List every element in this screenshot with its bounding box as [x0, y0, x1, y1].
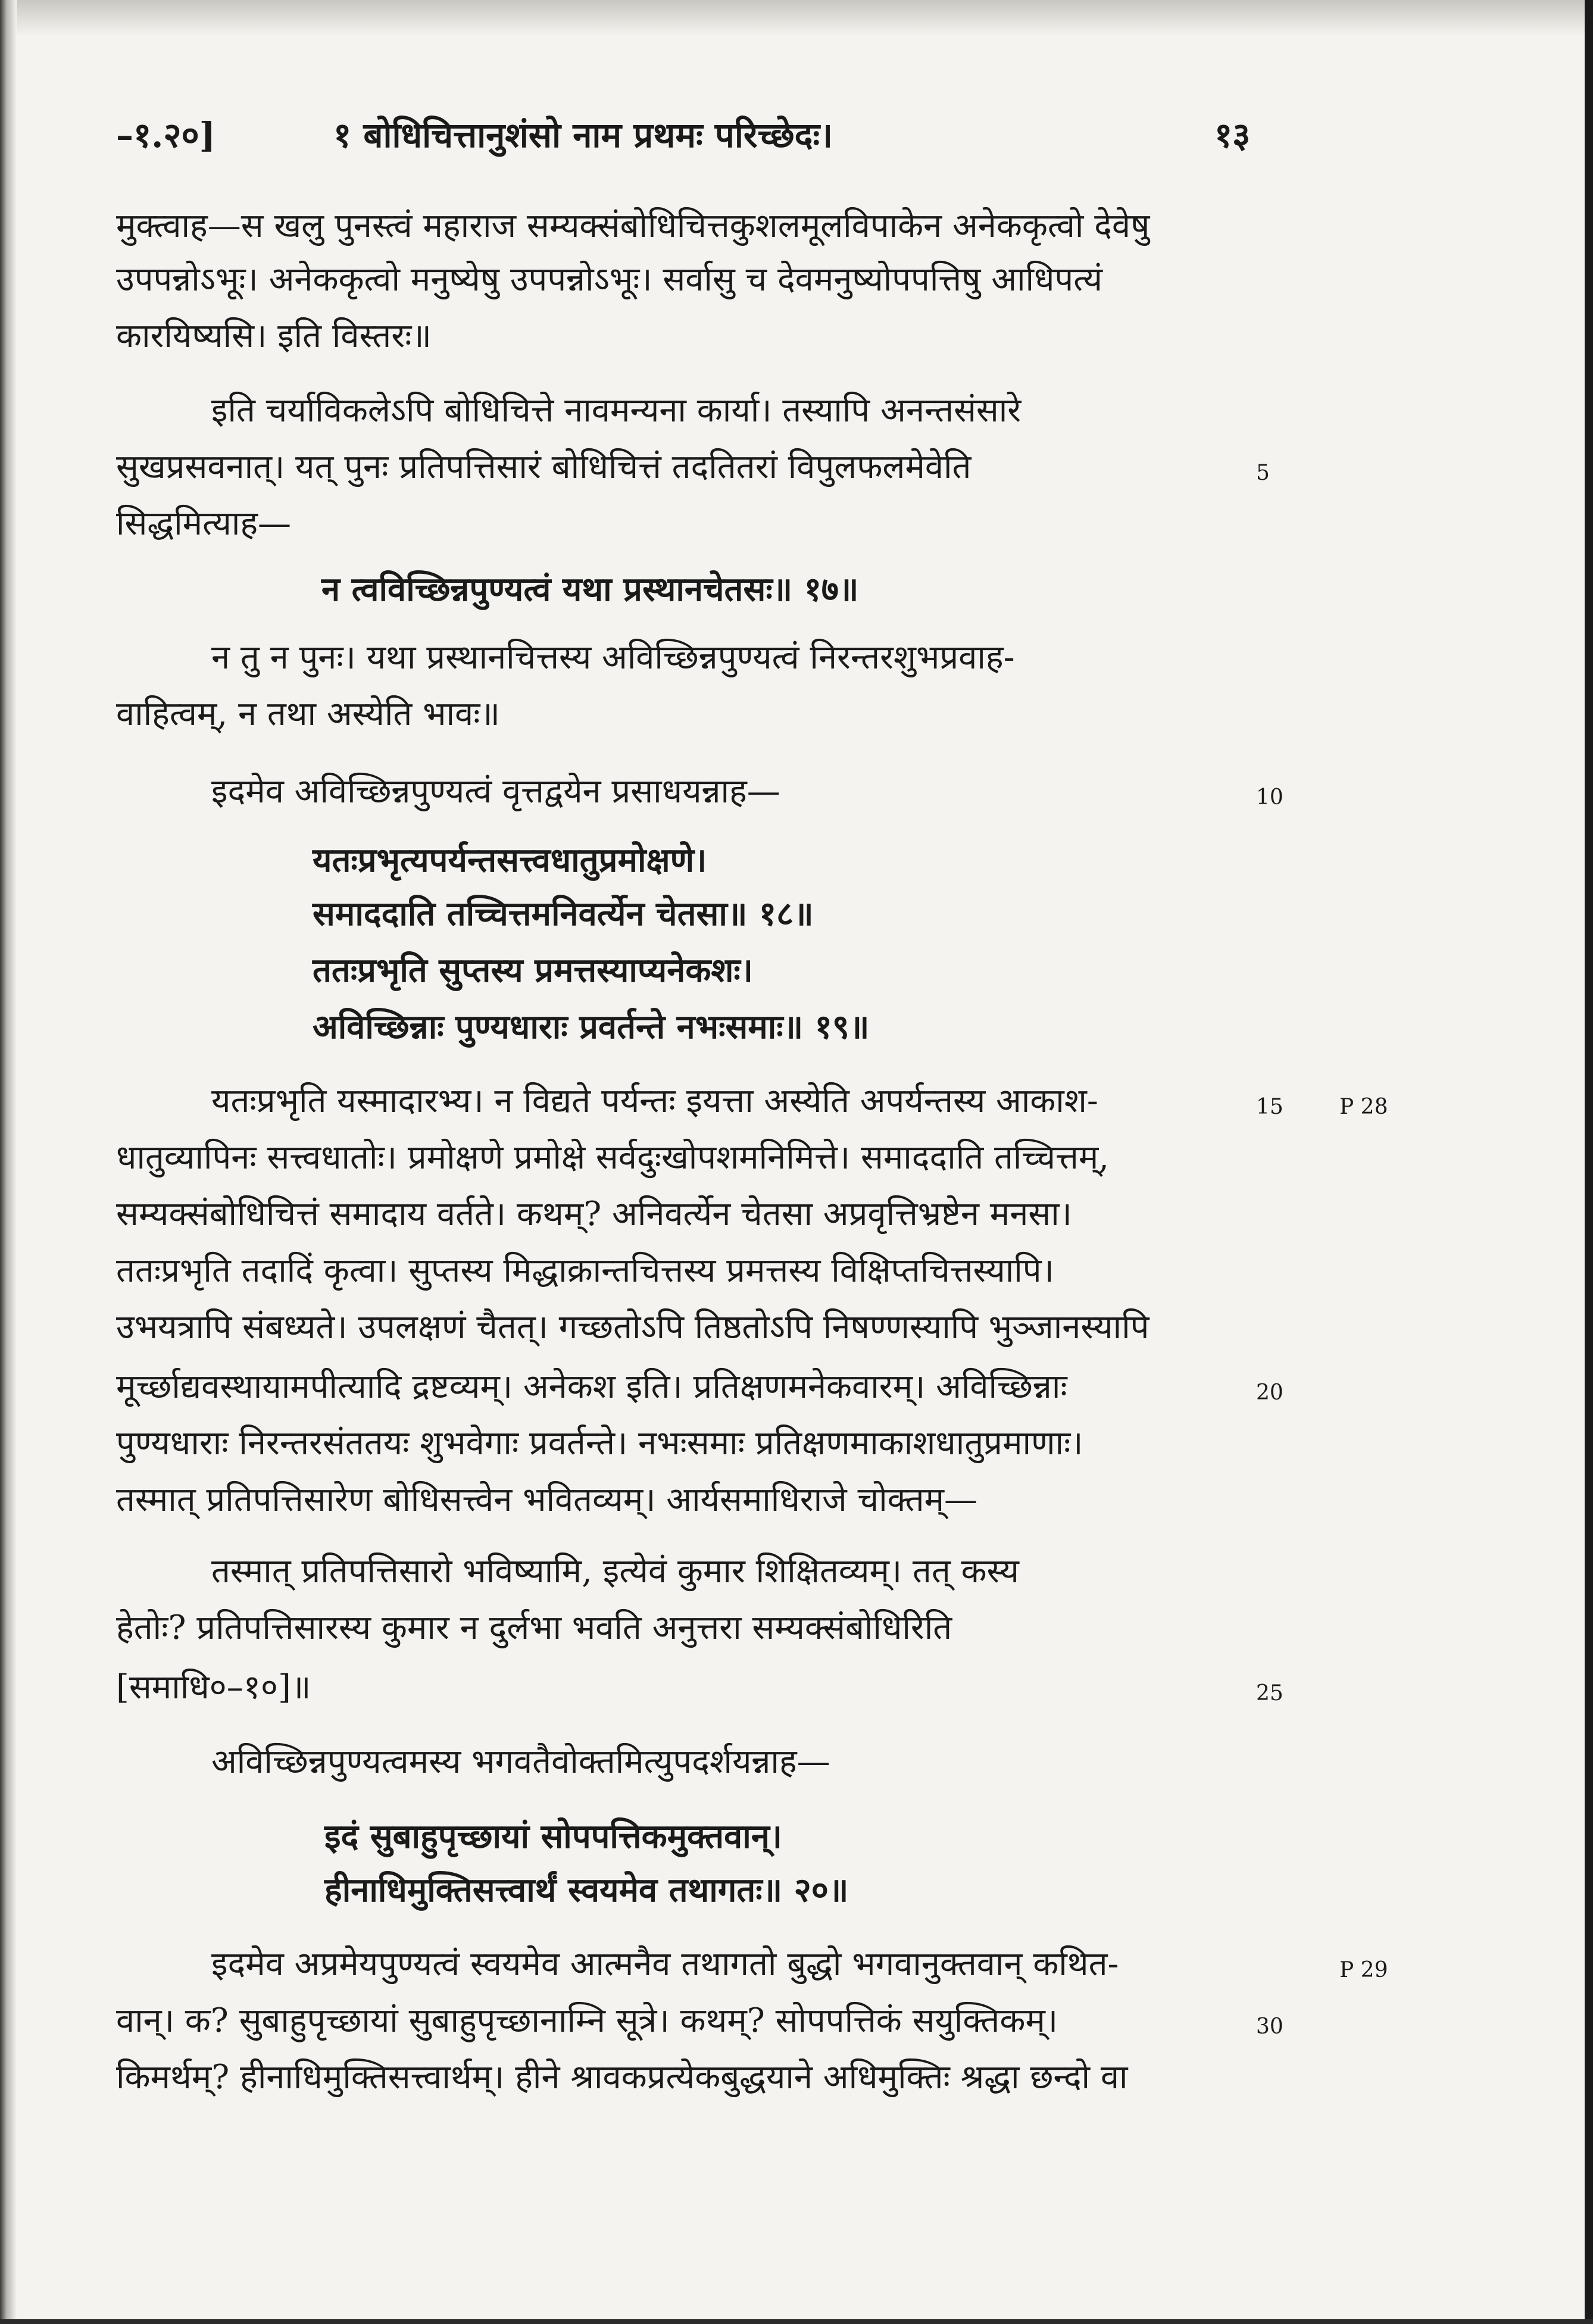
text-line [0, 1247, 1593, 1304]
line-text: उपपन्नोऽभूः। अनेककृत्वो मनुष्येषु उपपन्नोऽभूः। सर्वासु च देवमनुष्योपपत्तिषु आधिपत्यं [116, 260, 1102, 299]
line-text: हेतोः? प्रतिपत्तिसारस्य कुमार न दुर्लभा भवति अनुत्तरा सम्यक्संबोधिरिति [116, 1608, 952, 1647]
text-line [0, 634, 1593, 691]
line-text: न तु न पुनः। यथा प्रस्थानचित्तस्य अविच्छिन्नपुण्यत्वं निरन्तरशुभप्रवाह- [211, 638, 1015, 677]
line-text: मूर्च्छाद्यवस्थायामपीत्यादि द्रष्टव्यम्। अनेकश इति। प्रतिक्षणमनेकवारम्। अविच्छिन्नाः [116, 1367, 1067, 1406]
verse-line [0, 1866, 1593, 1923]
scan-top-edge [0, 0, 1593, 36]
verse-line [0, 890, 1593, 947]
header-page-number: १३ [1214, 115, 1251, 155]
text-line [0, 1191, 1593, 1248]
text-line [0, 1420, 1593, 1477]
line-number: 25 [1256, 1681, 1283, 1705]
text-line [0, 202, 1593, 260]
line-text: कारयिष्यसि। इति विस्तरः॥ [116, 317, 432, 355]
text-line [0, 2054, 1593, 2111]
line-text: समाददाति तच्चित्तमनिवर्त्येन चेतसा॥ १८॥ [313, 894, 814, 933]
line-text: सम्यक्संबोधिचित्तं समादाय वर्तते। कथम्? अनिवर्त्येन चेतसा अप्रवृत्तिभ्रष्टेन मनसा। [116, 1195, 1072, 1233]
header-verse-range: –१.२०] [116, 115, 216, 155]
text-line [0, 1664, 1593, 1721]
text-line [0, 256, 1593, 313]
line-text: धातुव्यापिनः सत्त्वधातोः। प्रमोक्षणे प्रमोक्षे सर्वदुःखोपशमनिमित्ते। समाददाति तच्चित्तम्, [116, 1138, 1110, 1177]
verse-line [0, 1813, 1593, 1870]
page-reference: P 28 [1339, 1095, 1388, 1119]
line-text: इति चर्याविकलेऽपि बोधिचित्ते नावमन्यना कार्या। तस्यापि अनन्तसंसारे [211, 391, 1022, 430]
text-line [0, 1476, 1593, 1533]
line-text: पुण्यधाराः निरन्तरसंततयः शुभवेगाः प्रवर्तन्ते। नभःसमाः प्रतिक्षणमाकाशधातुप्रमाणाः। [116, 1424, 1083, 1463]
page-reference: P 29 [1339, 1958, 1388, 1982]
text-line [0, 1077, 1593, 1135]
text-line [0, 500, 1593, 557]
line-text: यतःप्रभृति यस्मादारभ्य। न विद्यते पर्यन्तः इयत्ता अस्येति अपर्यन्तस्य आकाश- [211, 1082, 1098, 1120]
line-number: 30 [1256, 2014, 1283, 2039]
text-line [0, 1304, 1593, 1361]
line-text: सिद्धमित्याह— [116, 504, 292, 543]
text-line [0, 1738, 1593, 1795]
bottom-rule [0, 2319, 1593, 2324]
line-number: 10 [1256, 785, 1283, 810]
line-text: मुक्त्वाह—स खलु पुनस्त्वं महाराज सम्यक्संबोधिचित्तकुशलमूलविपाकेन अनेककृत्वो देवेषु [116, 207, 1150, 245]
running-header [0, 110, 1593, 158]
text-line [0, 1363, 1593, 1420]
line-text: इदं सुबाहुपृच्छायां सोपपत्तिकमुक्तवान्। [324, 1817, 783, 1856]
line-text: यतःप्रभृत्यपर्यन्तसत्त्वधातुप्रमोक्षणे। [313, 841, 707, 880]
line-text: अविच्छिन्नाः पुण्यधाराः प्रवर्तन्ते नभःसमाः॥ १९॥ [313, 1007, 870, 1047]
line-text: ततःप्रभृति सुप्तस्य प्रमत्तस्याप्यनेकशः। [313, 951, 753, 990]
line-text: ततःप्रभृति तदादिं कृत्वा। सुप्तस्य मिद्धाक्रान्तचित्तस्य प्रमत्तस्य विक्षिप्तचित्तस्यापि। [116, 1251, 1054, 1290]
text-line [0, 1604, 1593, 1661]
text-line [0, 1941, 1593, 1998]
text-line [0, 387, 1593, 444]
verse-line [0, 1003, 1593, 1060]
line-text: किमर्थम्? हीनाधिमुक्तिसत्त्वार्थम्। हीने श्रावकप्रत्येकबुद्धयाने अधिमुक्तिः श्रद्धा छन्दो वा [116, 2058, 1128, 2097]
verse-line [0, 566, 1593, 623]
line-text: वाहित्वम्, न तथा अस्येति भावः॥ [116, 695, 500, 733]
text-line [0, 1997, 1593, 2054]
line-number: 5 [1256, 461, 1270, 485]
line-text: तस्मात् प्रतिपत्तिसारो भविष्यामि, इत्येवं कुमार शिक्षितव्यम्। तत् कस्य [211, 1552, 1019, 1591]
verse-line [0, 836, 1593, 894]
line-text: [समाधि०–१०]॥ [116, 1668, 311, 1707]
text-line [0, 1548, 1593, 1605]
text-line [0, 691, 1593, 748]
text-line [0, 768, 1593, 825]
line-text: तस्मात् प्रतिपत्तिसारेण बोधिसत्त्वेन भवितव्यम्। आर्यसमाधिराजे चोक्तम्— [116, 1480, 978, 1519]
text-line [0, 313, 1593, 370]
line-text: वान्। क? सुबाहुपृच्छायां सुबाहुपृच्छानाम्नि सूत्रे। कथम्? सोपपत्तिकं सयुक्तिकम्। [116, 2001, 1058, 2040]
line-text: सुखप्रसवनात्। यत् पुनः प्रतिपत्तिसारं बोधिचित्तं तदतितरां विपुलफलमेवेति [116, 448, 972, 486]
text-line [0, 443, 1593, 501]
text-line [0, 1134, 1593, 1191]
line-text: हीनाधिमुक्तिसत्त्वार्थं स्वयमेव तथागतः॥ २०॥ [324, 1870, 849, 1910]
line-text: न त्वविच्छिन्नपुण्यत्वं यथा प्रस्थानचेतसः॥ १७॥ [321, 570, 859, 609]
line-text: इदमेव अप्रमेयपुण्यत्वं स्वयमेव आत्मनैव तथागतो बुद्धो भगवानुक्तवान् कथित- [211, 1945, 1119, 1983]
verse-line [0, 947, 1593, 1004]
line-text: उभयत्रापि संबध्यते। उपलक्षणं चैतत्। गच्छतोऽपि तिष्ठतोऽपि निषण्णस्यापि भुञ्जानस्यापि [116, 1308, 1150, 1347]
line-number: 15 [1256, 1095, 1283, 1119]
line-text: अविच्छिन्नपुण्यत्वमस्य भगवतैवोक्तमित्युपदर्शयन्नाह— [211, 1742, 830, 1781]
line-number: 20 [1256, 1380, 1283, 1405]
line-text: इदमेव अविच्छिन्नपुण्यत्वं वृत्तद्वयेन प्रसाधयन्नाह— [211, 772, 780, 811]
header-chapter-title: १ बोधिचित्तानुशंसो नाम प्रथमः परिच्छेदः। [333, 115, 833, 155]
